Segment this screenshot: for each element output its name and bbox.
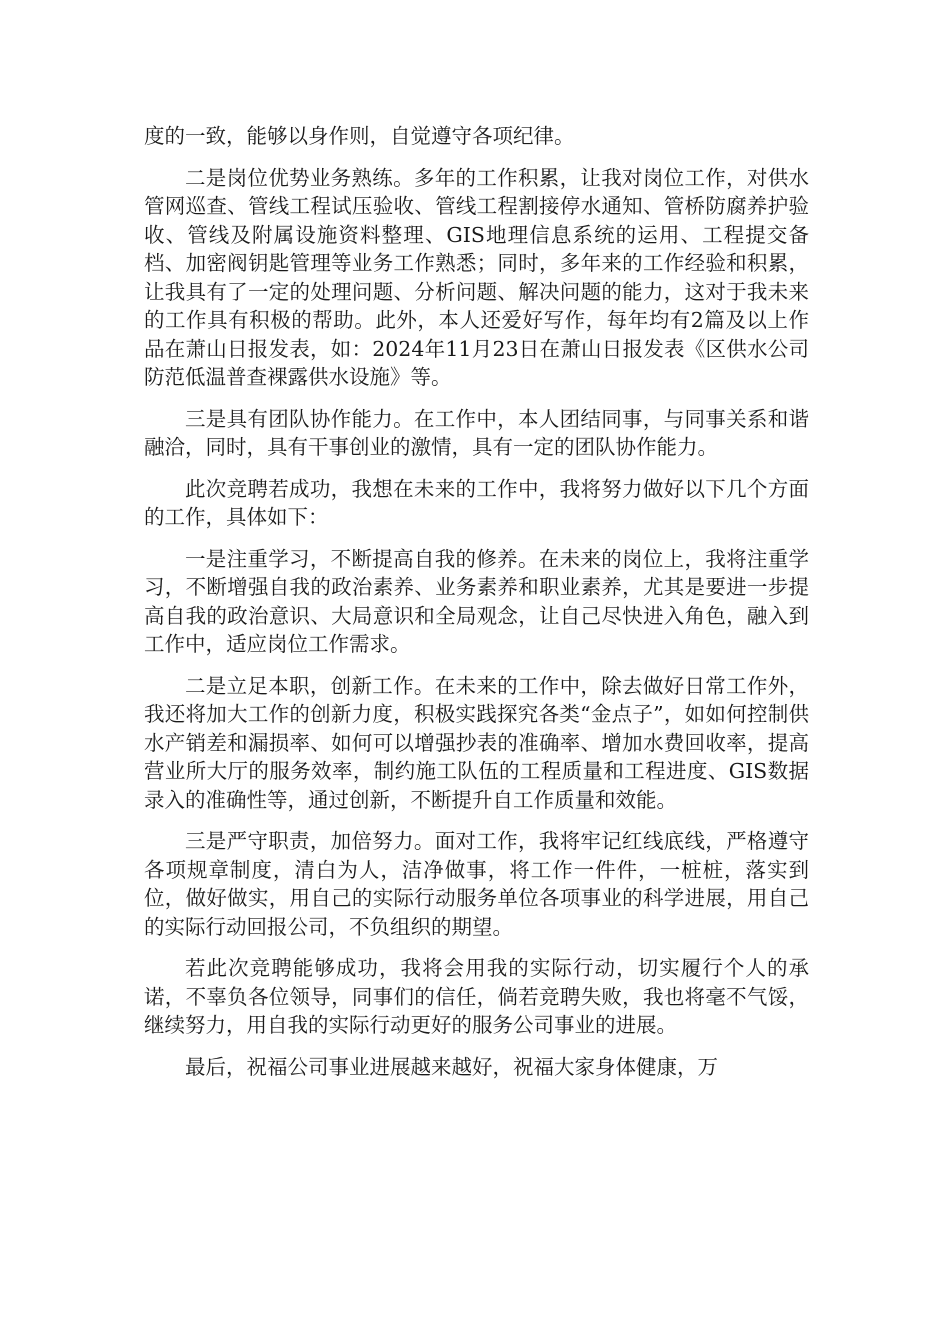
document-page: [144, 122, 809, 1094]
paragraph-closing: 最后，祝福公司事业进展越来越好，祝福大家身体健康，万: [185, 1054, 718, 1079]
paragraph-continuation: 度的一致，能够以身作则，自觉遵守各项纪律。: [144, 124, 575, 148]
paragraph-innovation: 二是立足本职，创新工作。在未来的工作中，除去做好日常工作外，我还将加大工作的创新力度，积极实践探究各类“金点子”，如如何控制供水产销差和漏损率、如何可以增强抄表的准确率、增加水费回收率，提高营业所大厅的服务效率，制约施工队伍的工程质量和工程进度、GIS数据录入的准确性等，通过创新，不断提升自工作质量和效能。: [144, 673, 809, 812]
paragraph-duty: 三是严守职责，加倍努力。面对工作，我将牢记红线底线，严格遵守各项规章制度，清白为人，洁净做事，将工作一件件，一桩桩，落实到位，做好做实，用自己的实际行动服务单位各项事业的科学进展，用自己的实际行动回报公司，不负组织的期望。: [144, 829, 809, 939]
paragraph-teamwork: 三是具有团队协作能力。在工作中，本人团结同事，与同事关系和谐融洽，同时，具有干事创业的激情，具有一定的团队协作能力。: [144, 406, 809, 459]
paragraph-commitment: 若此次竞聘能够成功，我将会用我的实际行动，切实履行个人的承诺，不辜负各位领导，同事们的信任，倘若竞聘失败，我也将毫不气馁，继续努力，用自我的实际行动更好的服务公司事业的进展。: [144, 956, 809, 1037]
paragraph-future-intro: 此次竞聘若成功，我想在未来的工作中，我将努力做好以下几个方面的工作，具体如下：: [144, 476, 809, 529]
paragraph-job-advantage: 二是岗位优势业务熟练。多年的工作积累，让我对岗位工作，对供水管网巡查、管线工程试压验收、管线工程割接停水通知、管桥防腐养护验收、管线及附属设施资料整理、GIS地理信息系统的运用、工程提交备档、加密阀钥匙管理等业务工作熟悉；同时，多年来的工作经验和积累，让我具有了一定的处理问题、分析问题、解决问题的能力，这对于我未来的工作具有积极的帮助。此外，本人还爱好写作，每年均有2篇及以上作品在萧山日报发表，如：2024年11月23日在萧山日报发表《区供水公司防范低温普查裸露供水设施》等。: [144, 165, 809, 389]
paragraph-study: 一是注重学习，不断提高自我的修养。在未来的岗位上，我将注重学习，不断增强自我的政治素养、业务素养和职业素养，尤其是要进一步提高自我的政治意识、大局意识和全局观念，让自己尽快进入角色，融入到工作中，适应岗位工作需求。: [144, 546, 809, 656]
